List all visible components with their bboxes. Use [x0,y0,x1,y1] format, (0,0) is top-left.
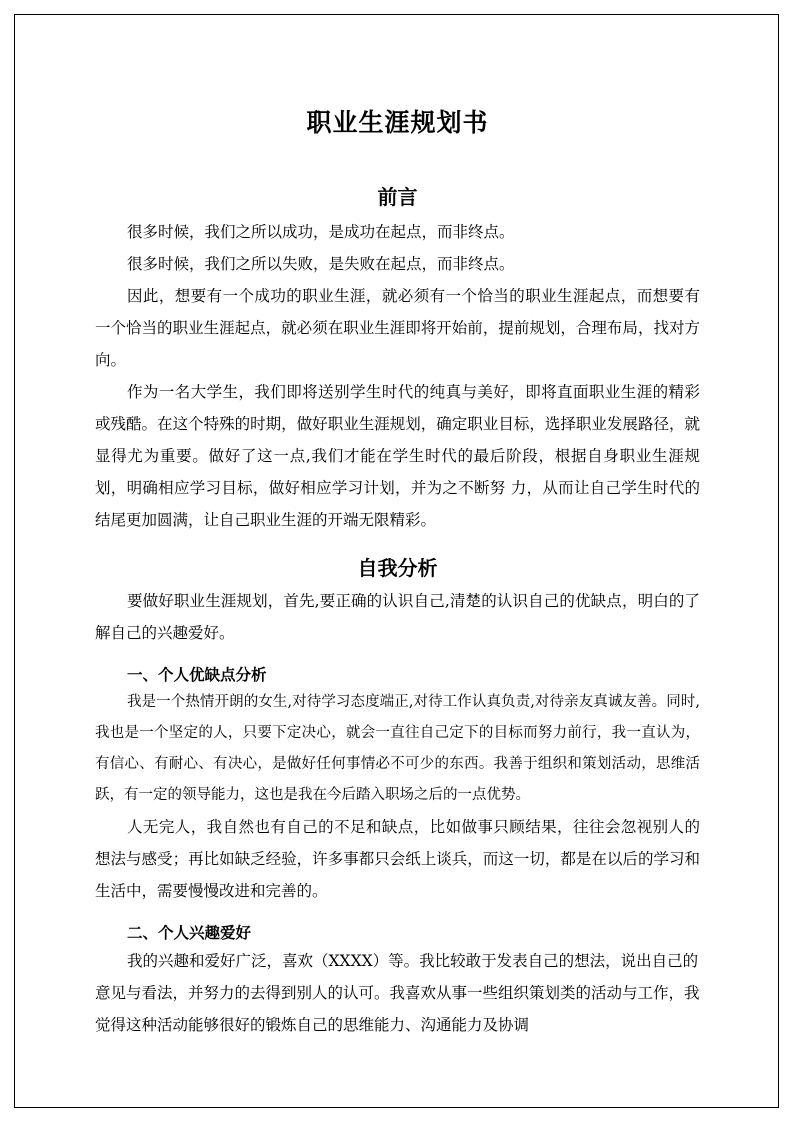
paragraph: 要做好职业生涯规划，首先,要正确的认识自己,清楚的认识自己的优缺点，明白的了解自己的兴趣爱好。 [95,592,700,642]
subsection-heading-interests: 二、个人兴趣爱好 [127,924,252,942]
section-heading-self-analysis: 自我分析 [357,556,438,580]
paragraph: 人无完人，我自然也有自己的不足和缺点，比如做事只顾结果，往往会忽视别人的想法与感受；再比如缺乏经验，许多事都只会纸上谈兵，而这一切，都是在以后的学习和生活中，需要慢慢改进和完善的。 [95,818,700,900]
paragraph: 我是一个热情开朗的女生,对待学习态度端正,对待工作认真负责,对待亲友真诚友善。同时, 我也是一个坚定的人，只要下定决心，就会一直往自己定下的目标而努力前行，我一直认为，有信心、有耐心、有决心，是做好任何事情必不可少的东西。我善于组织和策划活动，思维活跃，有一定的领导能力，这也是我在今后踏入职场之后的一点优势。 [95,694,700,803]
subsection-heading-strengths-weaknesses: 一、个人优缺点分析 [127,666,267,684]
paragraph: 作为一名大学生，我们即将送别学生时代的纯真与美好，即将直面职业生涯的精彩或残酷。在这个特殊的时期，做好职业生涯规划，确定职业目标，选择职业发展路径，就显得尤为重要。做好了这一点,我们才能在学生时代的最后阶段，根据自身职业生涯规划，明确相应学习目标，做好相应学习计划，并为之不断努 力，从而让自己学生时代的结尾更加圆满，让自己职业生涯的开端无限精彩。 [95,383,700,529]
paragraph: 因此，想要有一个成功的职业生涯，就必须有一个恰当的职业生涯起点，而想要有一个恰当的职业生涯起点，就必须在职业生涯即将开始前，提前规划，合理布局，找对方向。 [95,287,700,369]
page-title: 职业生涯规划书 [306,108,489,137]
paragraph: 很多时候，我们之所以成功，是成功在起点，而非终点。 [127,223,515,241]
document-content [95,85,700,1041]
section-heading-preface: 前言 [377,185,418,209]
paragraph: 很多时候，我们之所以失败，是失败在起点，而非终点。 [127,255,515,273]
paragraph: 我的兴趣和爱好广泛，喜欢（XXXX）等。我比较敢于发表自己的想法，说出自己的意见与看法，并努力的去得到别人的认可。我喜欢从事一些组织策划类的活动与工作，我觉得这种活动能够很好的锻炼自己的思维能力、沟通能力及协调 [95,952,700,1034]
